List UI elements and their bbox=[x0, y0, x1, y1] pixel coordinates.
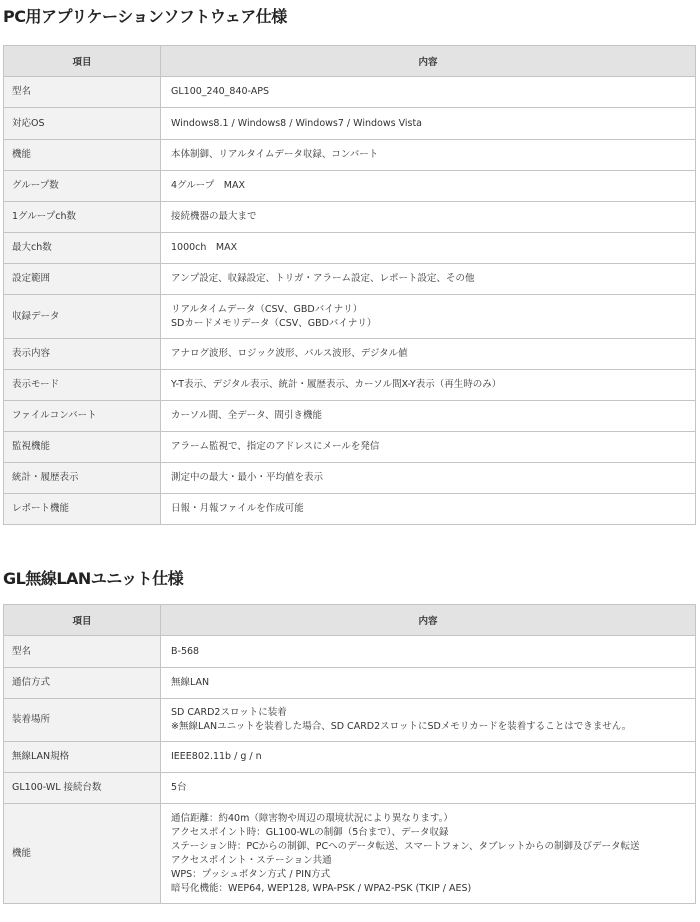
table-row bbox=[4, 77, 696, 108]
wlan-spec-body bbox=[4, 636, 696, 904]
row-value-line: IEEE802.11b / g / n bbox=[171, 751, 262, 762]
table-row bbox=[4, 494, 696, 525]
row-value bbox=[161, 463, 696, 494]
section-title-software: PC用アプリケーションソフトウェア仕様 bbox=[3, 7, 287, 26]
row-value-line: B-568 bbox=[171, 645, 200, 657]
row-label: 機能 bbox=[4, 140, 161, 171]
table-row bbox=[4, 295, 696, 339]
row-value-line: 5台 bbox=[171, 782, 187, 793]
row-value-line: Windows8.1 / Windows8 / Windows7 / Windows Vista bbox=[171, 117, 422, 129]
section-title-wlan: GL無線LANユニット仕様 bbox=[3, 569, 184, 588]
table-row bbox=[4, 699, 696, 742]
row-value-line: 通信距離：約40m（障害物や周辺の環境状況により異なります。） bbox=[171, 812, 453, 824]
row-value bbox=[161, 668, 696, 699]
row-value-line: 測定中の最大・最小・平均値を表示 bbox=[171, 472, 324, 483]
row-value bbox=[161, 140, 696, 171]
row-value bbox=[161, 171, 696, 202]
table-row bbox=[4, 742, 696, 773]
table-row bbox=[4, 668, 696, 699]
table-row bbox=[4, 202, 696, 233]
row-label: 表示モード bbox=[4, 370, 161, 401]
software-spec-body bbox=[4, 77, 696, 525]
table-row bbox=[4, 339, 696, 370]
column-header-content: 内容 bbox=[161, 605, 696, 636]
row-value-line: 日報・月報ファイルを作成可能 bbox=[171, 503, 304, 514]
row-value-line: 暗号化機能：WEP64, WEP128, WPA-PSK / WPA2-PSK (TKIP / AES) bbox=[171, 882, 472, 894]
table-header-row bbox=[4, 46, 696, 77]
row-value bbox=[161, 77, 696, 108]
row-value-line: 無線LAN bbox=[171, 677, 210, 688]
row-value bbox=[161, 636, 696, 668]
row-value bbox=[161, 339, 696, 370]
table-row bbox=[4, 432, 696, 463]
row-value bbox=[161, 295, 696, 339]
row-label: 表示内容 bbox=[4, 339, 161, 370]
row-value-line: 1000ch MAX bbox=[171, 242, 238, 253]
table-row bbox=[4, 140, 696, 171]
row-label: 収録データ bbox=[4, 295, 161, 339]
row-value bbox=[161, 804, 696, 904]
column-header-content: 内容 bbox=[161, 46, 696, 77]
table-row bbox=[4, 264, 696, 295]
table-row bbox=[4, 773, 696, 804]
row-value-line: GL100_240_840-APS bbox=[171, 86, 270, 97]
table-header-row bbox=[4, 605, 696, 636]
row-value-line: アクセスポイント・ステーション共通 bbox=[171, 854, 332, 866]
row-label: 型名 bbox=[4, 77, 161, 108]
row-value-line: SDカードメモリデータ（CSV、GBDバイナリ） bbox=[171, 317, 377, 329]
row-value bbox=[161, 264, 696, 295]
row-label: 監視機能 bbox=[4, 432, 161, 463]
row-value-line: アナログ波形、ロジック波形、パルス波形、デジタル値 bbox=[171, 348, 408, 359]
row-value-line: ※無線LANユニットを装着した場合、SD CARD2スロットにSDメモリカードを装着することはできません。 bbox=[171, 721, 632, 732]
table-row bbox=[4, 636, 696, 668]
row-label: グループ数 bbox=[4, 171, 161, 202]
wlan-spec-table bbox=[3, 604, 696, 904]
row-label: 機能 bbox=[4, 804, 161, 904]
row-value bbox=[161, 233, 696, 264]
row-value bbox=[161, 742, 696, 773]
row-value-line: 本体制御、リアルタイムデータ収録、コンバート bbox=[171, 149, 379, 160]
row-value-line: カーソル間、全データ、間引き機能 bbox=[171, 410, 323, 421]
row-value bbox=[161, 370, 696, 401]
row-label: 1グループch数 bbox=[4, 202, 161, 233]
row-value bbox=[161, 202, 696, 233]
row-value bbox=[161, 494, 696, 525]
row-value-line: アラーム監視で、指定のアドレスにメールを発信 bbox=[171, 441, 380, 452]
row-value-line: アンプ設定、収録設定、トリガ・アラーム設定、レポート設定、その他 bbox=[171, 273, 475, 284]
row-value bbox=[161, 401, 696, 432]
table-row bbox=[4, 401, 696, 432]
row-value-line: ステーション時：PCからの制御、PCへのデータ転送、スマートフォン、タブレットからの制御及びデータ転送 bbox=[171, 840, 640, 852]
row-value-line: 接続機器の最大まで bbox=[171, 211, 257, 222]
table-row bbox=[4, 804, 696, 904]
row-value bbox=[161, 432, 696, 463]
row-label: ファイルコンバート bbox=[4, 401, 161, 432]
row-label: 最大ch数 bbox=[4, 233, 161, 264]
row-value-line: WPS：プッシュボタン方式 / PIN方式 bbox=[171, 868, 331, 880]
row-label: 統計・履歴表示 bbox=[4, 463, 161, 494]
row-label: レポート機能 bbox=[4, 494, 161, 525]
row-label: 装着場所 bbox=[4, 699, 161, 742]
table-row bbox=[4, 108, 696, 140]
row-label: 設定範囲 bbox=[4, 264, 161, 295]
row-label: GL100-WL 接続台数 bbox=[4, 773, 161, 804]
row-value-line: リアルタイムデータ（CSV、GBDバイナリ） bbox=[171, 303, 363, 315]
table-row bbox=[4, 233, 696, 264]
row-value bbox=[161, 773, 696, 804]
software-spec-table bbox=[3, 45, 696, 525]
table-row bbox=[4, 463, 696, 494]
column-header-item: 項目 bbox=[4, 605, 161, 636]
row-label: 通信方式 bbox=[4, 668, 161, 699]
row-label: 対応OS bbox=[4, 108, 161, 140]
row-value-line: 4グループ MAX bbox=[171, 180, 245, 191]
row-value-line: SD CARD2スロットに装着 bbox=[171, 707, 287, 718]
row-label: 型名 bbox=[4, 636, 161, 668]
row-label: 無線LAN規格 bbox=[4, 742, 161, 773]
table-row bbox=[4, 171, 696, 202]
table-row bbox=[4, 370, 696, 401]
row-value-line: Y-T表示、デジタル表示、統計・履歴表示、カーソル間X-Y表示（再生時のみ） bbox=[171, 379, 502, 390]
row-value bbox=[161, 108, 696, 140]
row-value bbox=[161, 699, 696, 742]
row-value-line: アクセスポイント時：GL100-WLの制御（5台まで）、データ収録 bbox=[171, 826, 449, 838]
column-header-item: 項目 bbox=[4, 46, 161, 77]
